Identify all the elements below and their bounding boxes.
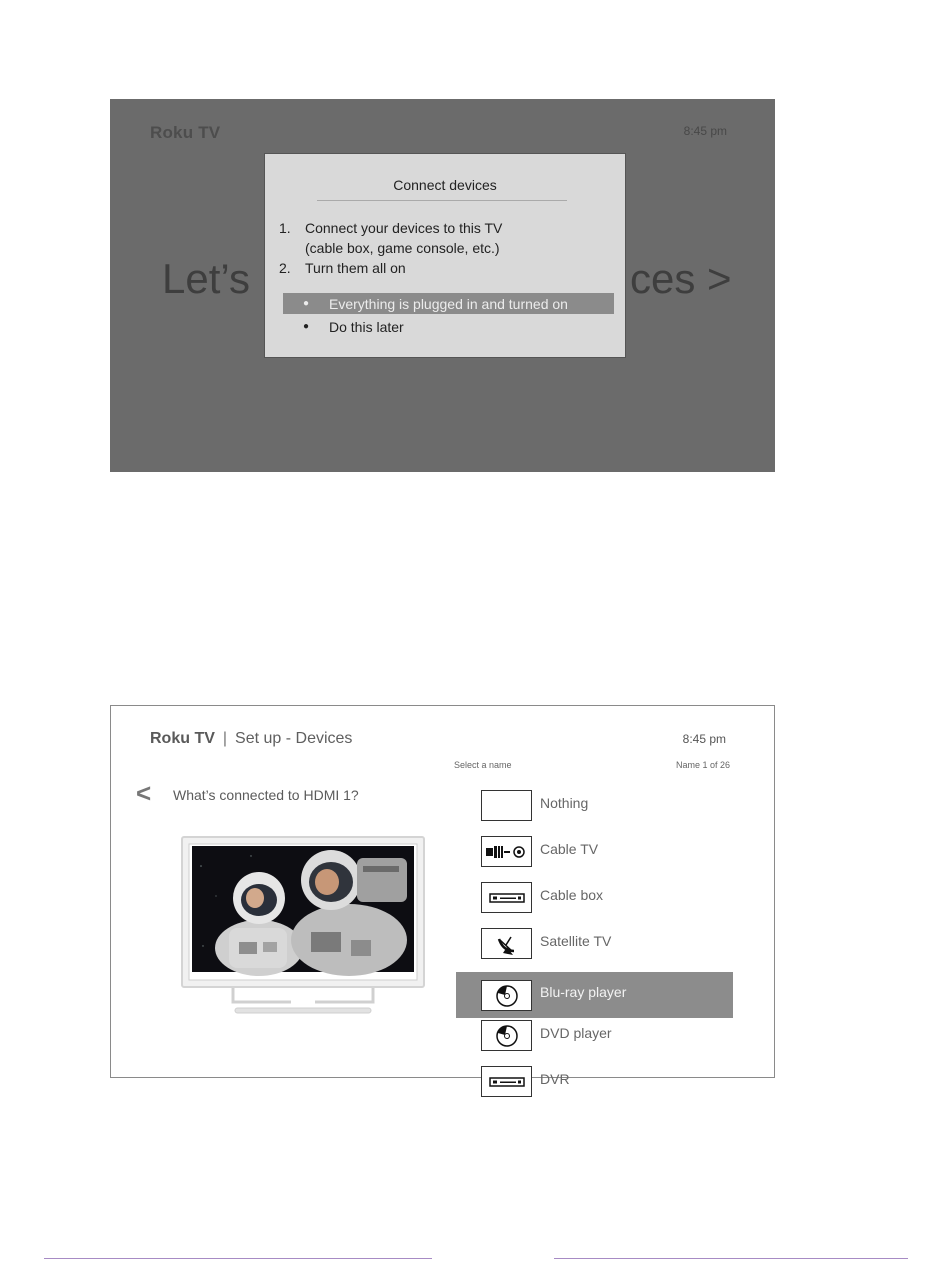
name-counter: Name 1 of 26	[675, 760, 730, 770]
disc-icon	[481, 980, 532, 1011]
clock: 8:45 pm	[682, 732, 726, 746]
disc-icon	[481, 1020, 532, 1051]
step-text: Connect your devices to this TV (cable box, game console, etc.)	[305, 220, 503, 256]
background-heading-left: Let’s	[162, 255, 250, 302]
setup-devices-screen	[110, 705, 775, 1087]
cable-box-icon	[481, 882, 532, 913]
connect-devices-screen	[110, 99, 775, 472]
tv-stand-right	[315, 988, 373, 1002]
roku-tv-logo: Roku TV	[150, 730, 215, 747]
dialog-title: Connect devices	[393, 177, 497, 193]
question-text: What’s connected to HDMI 1?	[173, 787, 359, 803]
list-item-dvr[interactable]	[456, 1064, 733, 1110]
header	[150, 730, 352, 748]
empty-icon	[481, 790, 532, 821]
option-everything-plugged-in[interactable]	[283, 293, 614, 314]
option-label: Everything is plugged in and turned on	[329, 295, 568, 312]
tv-stand-left	[233, 988, 291, 1002]
list-item-cable-tv[interactable]	[456, 834, 733, 880]
header-separator: |	[222, 730, 228, 747]
device-name-list	[456, 788, 733, 1110]
footer-line-right	[554, 1258, 908, 1259]
cable-connector-icon	[481, 836, 532, 867]
footer-line-left	[44, 1258, 432, 1259]
clock: 8:45 pm	[683, 124, 727, 138]
option-do-this-later[interactable]	[283, 316, 614, 337]
dvr-icon	[481, 1066, 532, 1097]
list-item-label: Blu-ray player	[540, 984, 627, 1000]
list-item-label: DVD player	[540, 1025, 612, 1041]
list-item-satellite-tv[interactable]	[456, 926, 733, 972]
page-title: Set up - Devices	[235, 730, 353, 747]
select-name-label: Select a name	[454, 760, 512, 770]
option-label: Do this later	[329, 318, 404, 335]
tv-illustration	[181, 836, 425, 1016]
connect-devices-dialog	[264, 153, 626, 358]
background-heading-right: ces >	[630, 255, 732, 302]
tv-base	[235, 1008, 371, 1013]
satellite-dish-icon	[481, 928, 532, 959]
step-number: 1.	[279, 220, 291, 236]
list-item-nothing[interactable]	[456, 788, 733, 834]
roku-tv-logo: Roku TV	[150, 123, 221, 142]
back-arrow-icon[interactable]: <	[136, 778, 152, 808]
divider	[317, 200, 567, 201]
list-item-label: DVR	[540, 1071, 570, 1087]
step-number: 2.	[279, 260, 291, 276]
step-text: Turn them all on	[305, 260, 406, 276]
instruction-steps	[279, 218, 609, 278]
list-item-blu-ray-player[interactable]	[456, 972, 733, 1018]
bullet-icon: ●	[302, 321, 310, 332]
list-item-label: Satellite TV	[540, 933, 612, 949]
list-item-label: Cable box	[540, 887, 604, 903]
list-item-dvd-player[interactable]	[456, 1018, 733, 1064]
list-item-label: Nothing	[540, 795, 589, 811]
bullet-icon: ●	[302, 298, 310, 309]
list-item-cable-box[interactable]	[456, 880, 733, 926]
step-item	[279, 218, 609, 258]
list-item-label: Cable TV	[540, 841, 599, 857]
step-item	[279, 258, 609, 278]
